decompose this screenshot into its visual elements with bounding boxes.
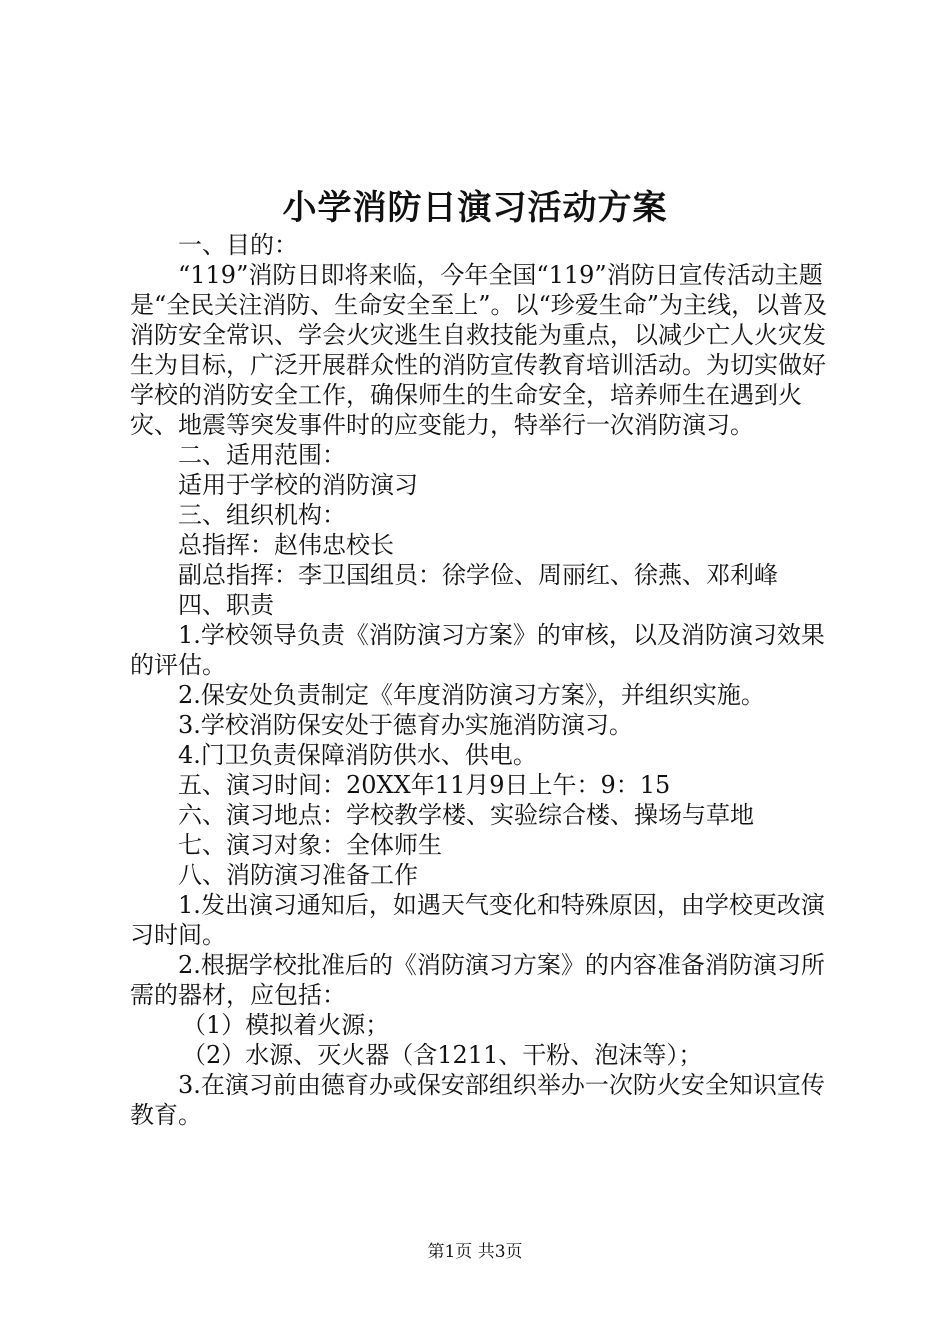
drill-time-line: 五、演习时间：20XX年11月9日上午：9：15 [178, 771, 671, 799]
scope-text: 适用于学校的消防演习 [178, 471, 418, 499]
page-footer: 第1页 共3页 [427, 1242, 523, 1262]
section-heading-duties: 四、职责 [178, 591, 274, 619]
preparation-item: 2.根据学校批准后的《消防演习方案》的内容准备消防演习所需的器材，应包括： [130, 951, 825, 1009]
equipment-subitem: （2）水源、灭火器（含1211、干粉、泡沫等）； [182, 1041, 703, 1069]
drill-participants-line: 七、演习对象：全体师生 [178, 831, 442, 859]
section-heading-organization: 三、组织机构： [178, 501, 346, 529]
equipment-subitem: （1）模拟着火源； [182, 1011, 390, 1039]
document-body [130, 230, 835, 1130]
duty-item: 1.学校领导负责《消防演习方案》的审核，以及消防演习效果的评估。 [130, 621, 825, 679]
section-heading-preparation: 八、消防演习准备工作 [178, 861, 418, 889]
purpose-paragraph: “119”消防日即将来临，今年全国“119”消防日宣传活动主题是“全民关注消防、生命安全至上”。以“珍爱生命”为主线，以普及消防安全常识、学会火灾逃生自救技能为重点，以减少亡人火灾发生为目标，广泛开展群众性的消防宣传教育培训活动。为切实做好学校的消防安全工作，确保师生的生命安全，培养师生在遇到火灾、地震等突发事件时的应变能力，特举行一次消防演习。 [130, 261, 828, 439]
preparation-item: 3.在演习前由德育办或保安部组织举办一次防火安全知识宣传教育。 [130, 1071, 825, 1129]
deputy-commander-line: 副总指挥：李卫国组员：徐学俭、周丽红、徐燕、邓利峰 [178, 561, 778, 589]
duty-item: 4.门卫负责保障消防供水、供电。 [178, 741, 537, 769]
preparation-item: 1.发出演习通知后，如遇天气变化和特殊原因，由学校更改演习时间。 [130, 891, 825, 949]
document-title: 小学消防日演习活动方案 [282, 188, 668, 228]
duty-item: 2.保安处负责制定《年度消防演习方案》，并组织实施。 [178, 681, 765, 709]
section-heading-purpose: 一、目的： [178, 231, 298, 259]
commander-line: 总指挥：赵伟忠校长 [178, 531, 394, 559]
drill-location-line: 六、演习地点：学校教学楼、实验综合楼、操场与草地 [178, 801, 754, 829]
section-heading-scope: 二、适用范围： [178, 441, 346, 469]
duty-item: 3.学校消防保安处于德育办实施消防演习。 [178, 711, 633, 739]
